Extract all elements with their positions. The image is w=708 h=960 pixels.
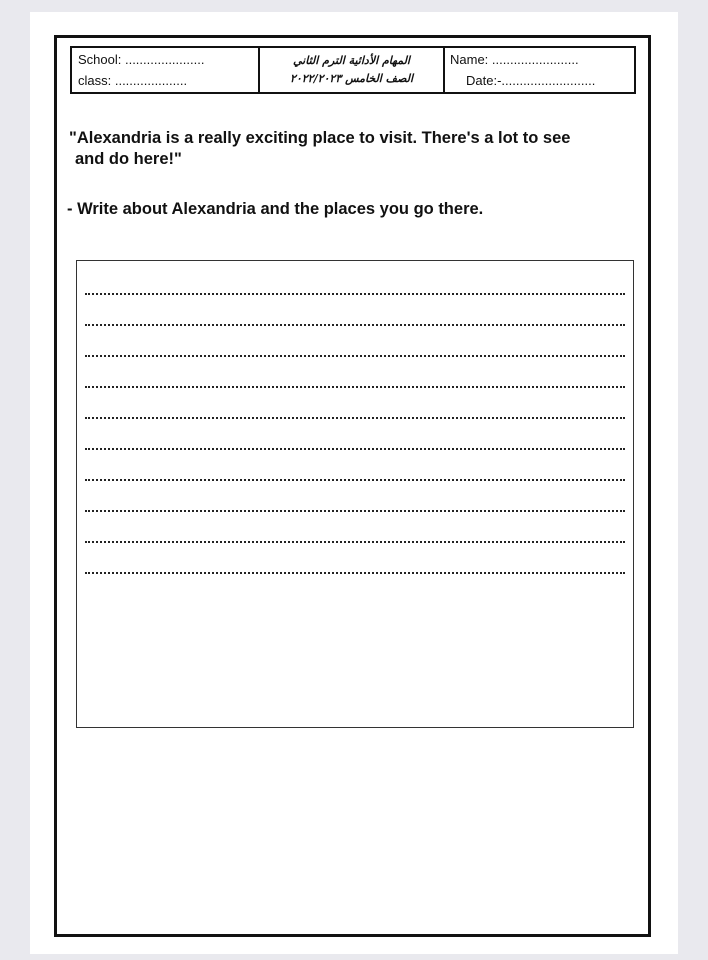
- dotted-writing-line: [85, 448, 625, 450]
- writing-prompt: - Write about Alexandria and the places you go there.: [67, 200, 484, 218]
- dotted-writing-line: [85, 510, 625, 512]
- dotted-writing-line: [85, 417, 625, 419]
- date-field: Date:-..........................: [466, 73, 596, 88]
- header-arabic-cell: [260, 48, 445, 92]
- worksheet-page: [30, 12, 678, 954]
- dotted-writing-line: [85, 572, 625, 574]
- school-field: School: ......................: [78, 52, 205, 67]
- page-border: [54, 35, 651, 937]
- arabic-title-line2: الصف الخامس ٢٠٢٢/٢٠٢٣: [289, 72, 414, 85]
- dotted-writing-line: [85, 293, 625, 295]
- writing-box[interactable]: [76, 260, 634, 728]
- header-right-cell: [445, 48, 634, 92]
- worksheet-header: [70, 46, 636, 94]
- quote-line2: and do here!": [75, 150, 182, 168]
- dotted-writing-line: [85, 541, 625, 543]
- dotted-writing-line: [85, 324, 625, 326]
- dotted-writing-line: [85, 479, 625, 481]
- name-field: Name: ........................: [450, 52, 579, 67]
- quote-text: [69, 128, 639, 170]
- dotted-writing-line: [85, 386, 625, 388]
- dotted-writing-line: [85, 355, 625, 357]
- arabic-title-line1: المهام الأدائية الترم الثاني: [293, 54, 410, 67]
- class-field: class: ....................: [78, 73, 188, 88]
- header-left-cell: [72, 48, 260, 92]
- quote-line1: "Alexandria is a really exciting place to visit. There's a lot to see: [69, 129, 571, 147]
